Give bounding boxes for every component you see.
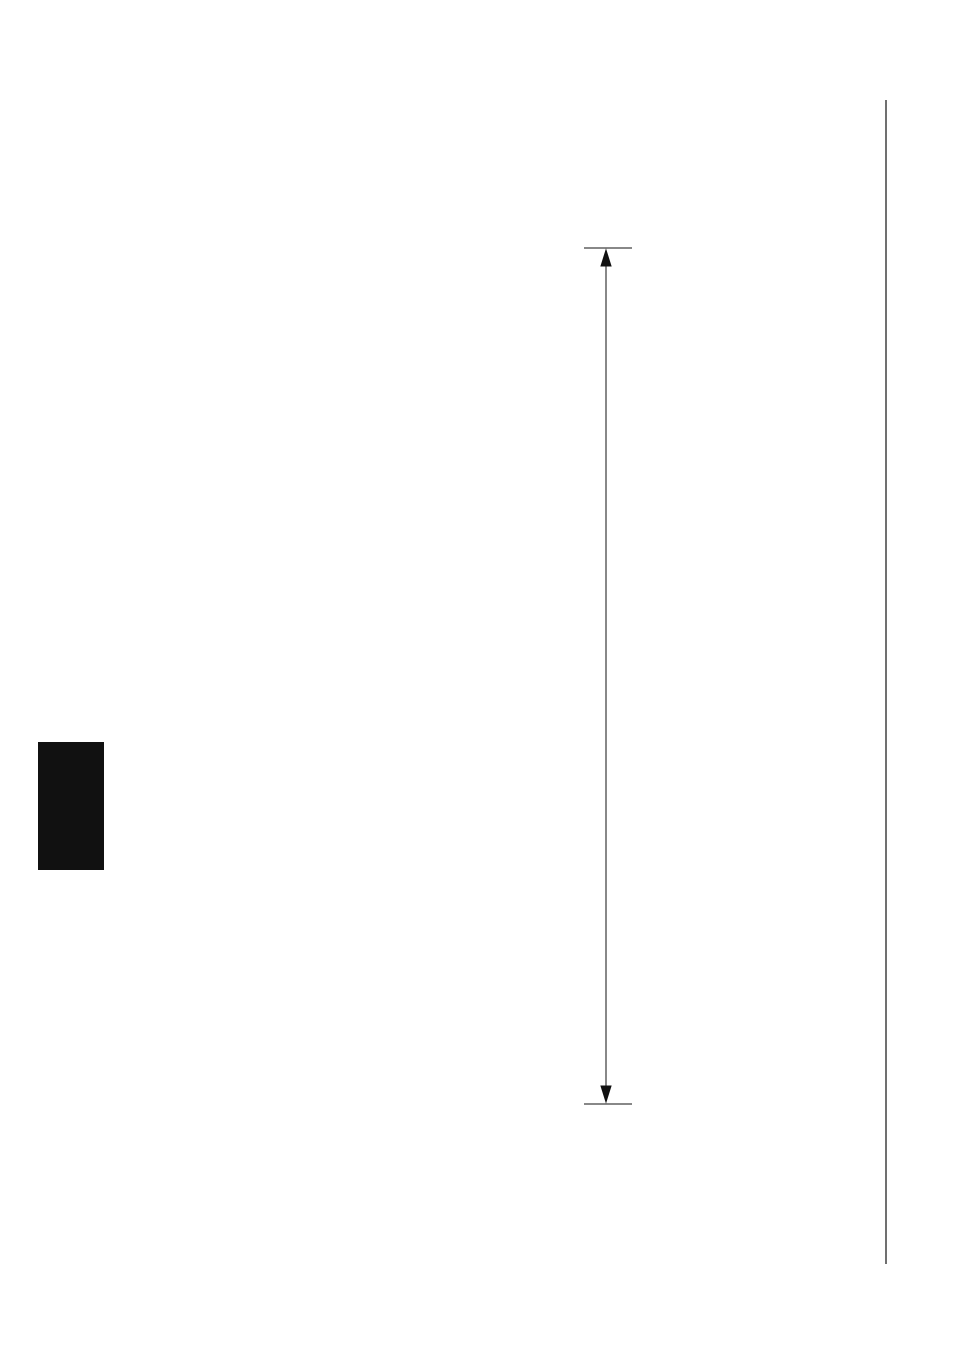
logo-peco	[38, 742, 104, 870]
peco-streamline-logo	[38, 540, 104, 870]
dimension-line	[584, 248, 632, 1104]
